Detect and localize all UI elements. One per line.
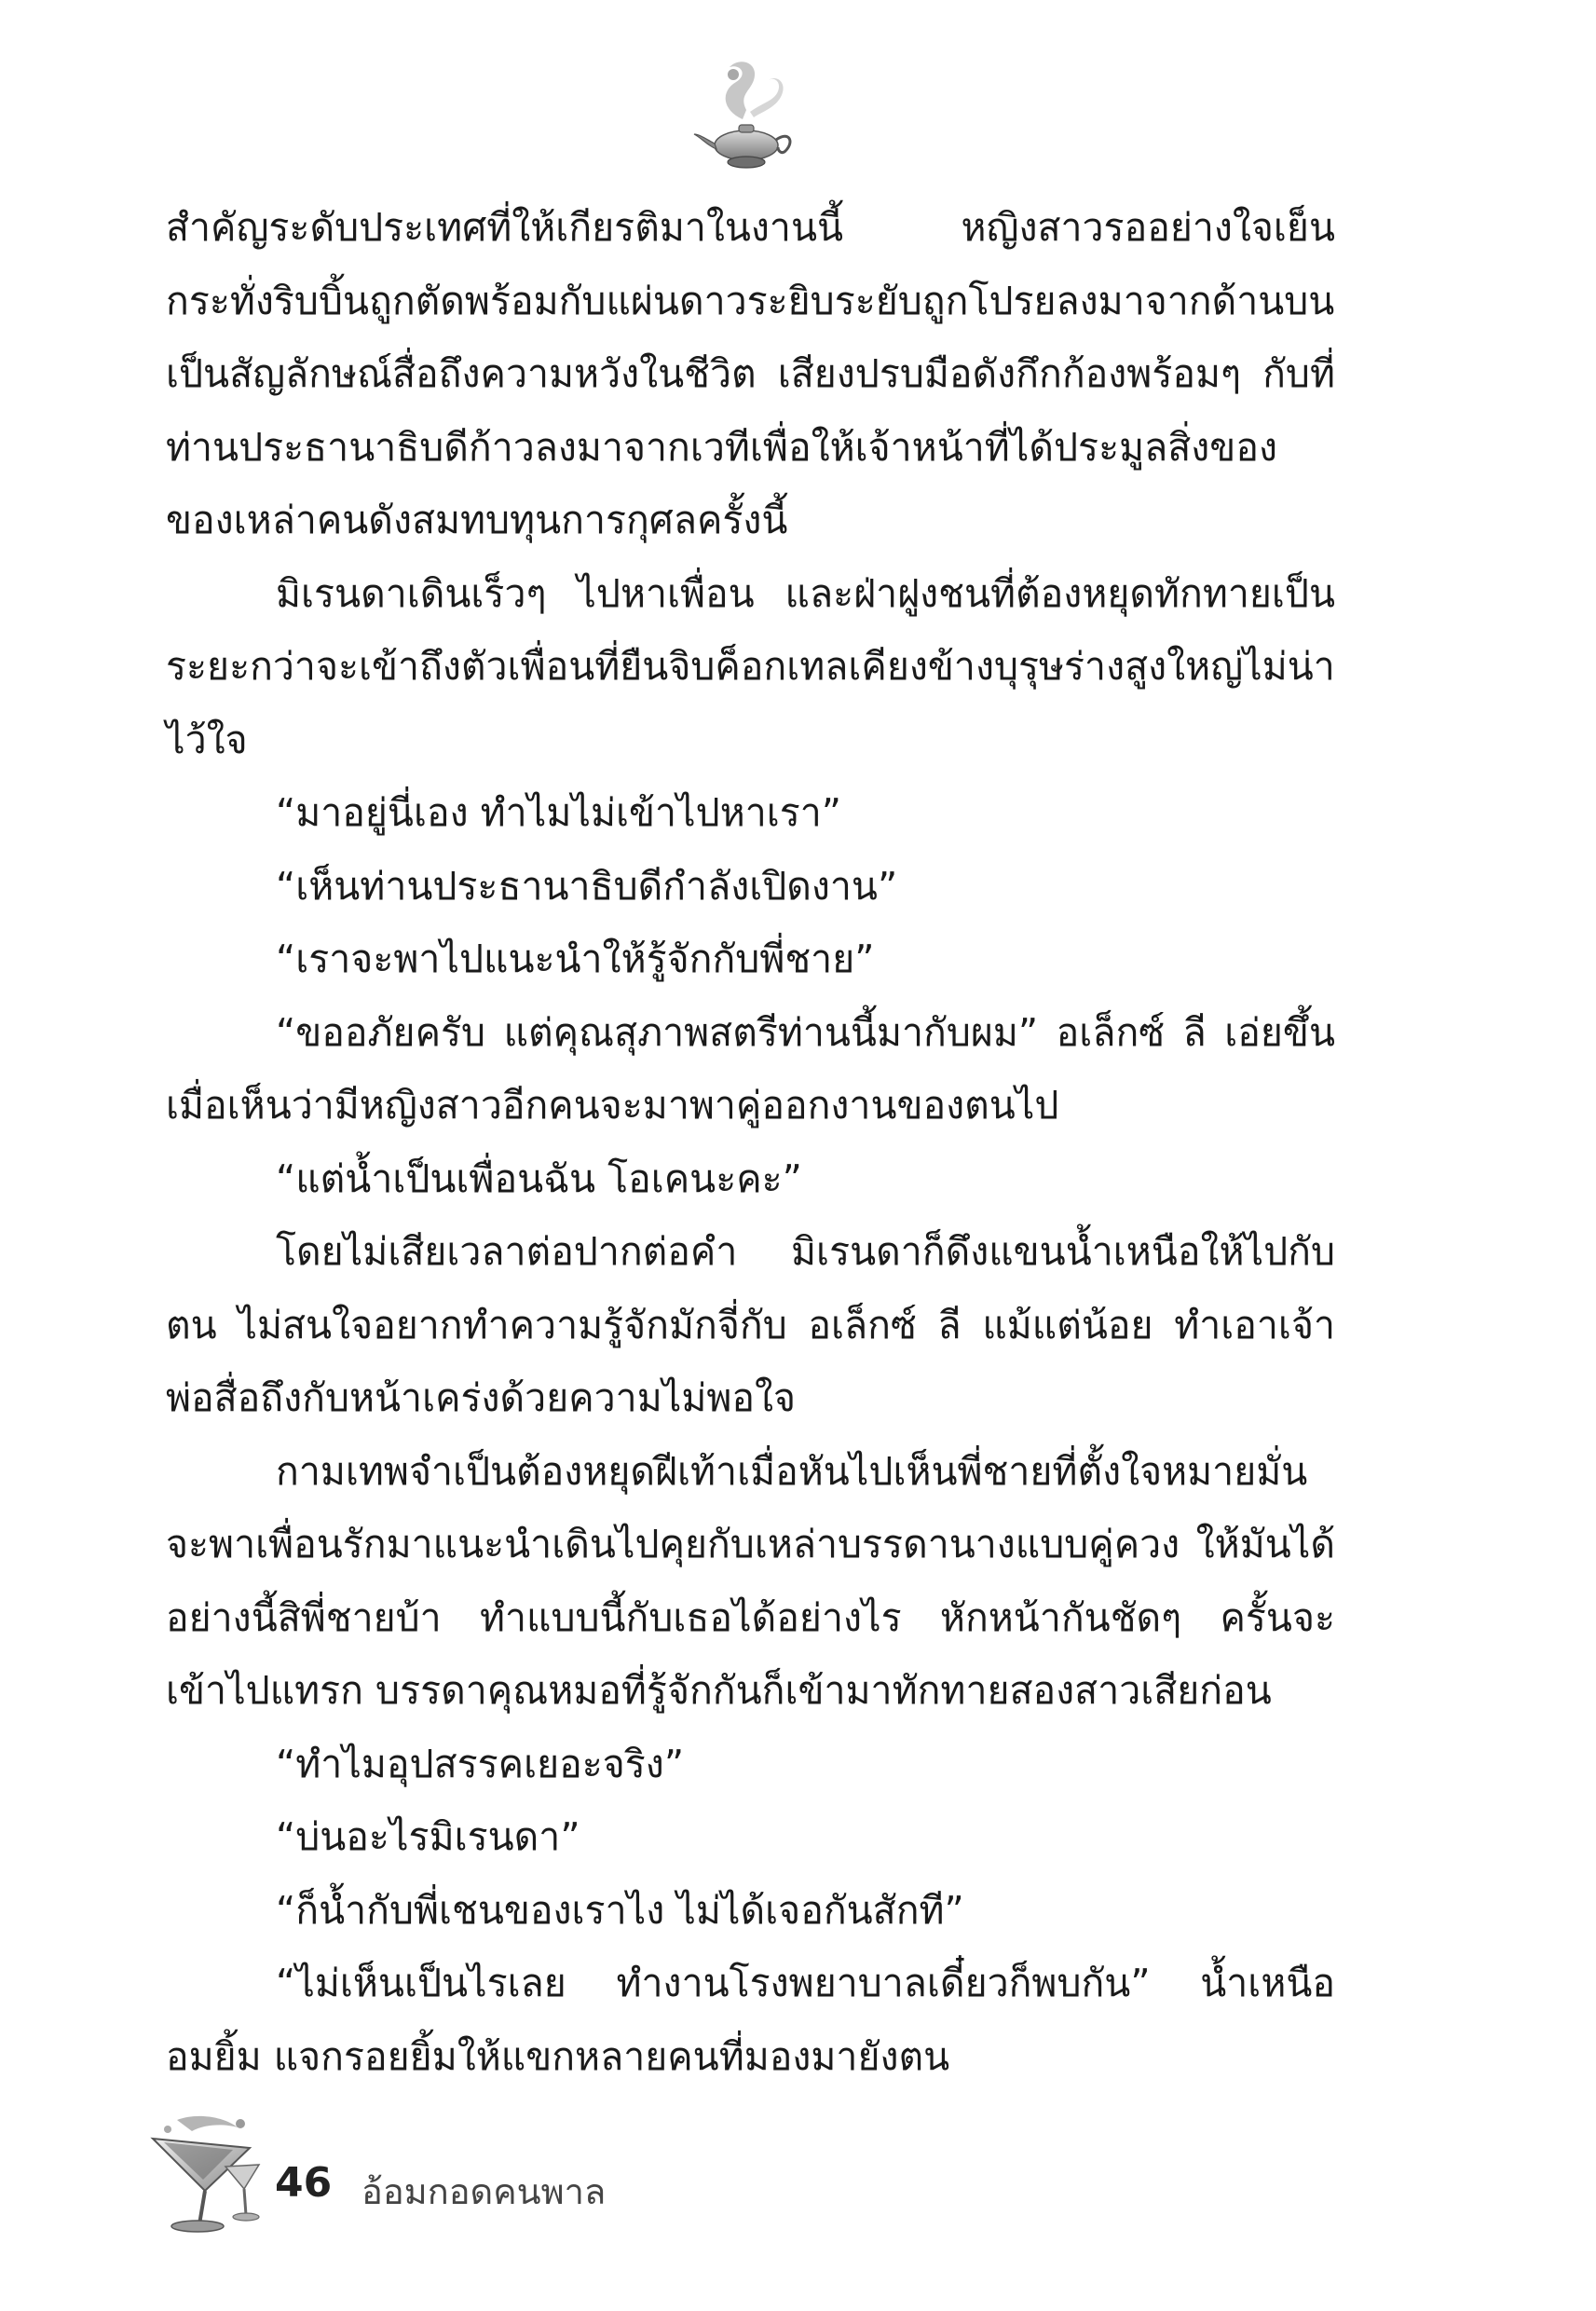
paragraph: “ไม่เห็นเป็นไรเลย ทำงานโรงพยาบาลเดี๋ยวก็พบกัน” น้ำเหนืออมยิ้ม แจกรอยยิ้มให้แขกหลายคนที่มองมายังตน bbox=[166, 1961, 1335, 2079]
page-number: 46 bbox=[275, 2159, 333, 2207]
paragraph: กามเทพจำเป็นต้องหยุดฝีเท้าเมื่อหันไปเห็นพี่ชายที่ตั้งใจหมายมั่นจะพาเพื่อนรักมาแนะนำเดินไปคุยกับเหล่าบรรดานางแบบคู่ควง ให้มันได้อย่างนี้สิพี่ชายบ้า ทำแบบนี้กับเธอได้อย่างไร หักหน้ากันชัดๆ ครั้นจะเข้าไปแทรก บรรดาคุณหมอที่รู้จักกันก็เข้ามาทักทายสองสาวเสียก่อน bbox=[166, 1448, 1335, 1713]
paragraph: “บ่นอะไรมิเรนดา” bbox=[276, 1814, 580, 1859]
paragraph: “เห็นท่านประธานาธิบดีกำลังเปิดงาน” bbox=[276, 863, 898, 909]
paragraph: “มาอยู่นี่เอง ทำไมไม่เข้าไปหาเรา” bbox=[276, 790, 842, 835]
paragraph: มิเรนดาเดินเร็วๆ ไปหาเพื่อน และฝ่าฝูงชนที่ต้องหยุดทักทายเป็นระยะกว่าจะเข้าถึงตัวเพื่อนที่ยืนจิบค็อกเทลเคียงข้างบุรุษร่างสูงใหญ่ไม่น่าไว้ใจ bbox=[166, 570, 1335, 762]
page-footer bbox=[140, 2111, 885, 2250]
paragraph: โดยไม่เสียเวลาต่อปากต่อคำ มิเรนดาก็ดึงแขนน้ำเหนือให้ไปกับตน ไม่สนใจอยากทำความรู้จักมักจี่กับ อเล็กซ์ ลี แม้แต่น้อย ทำเอาเจ้าพ่อสื่อถึงกับหน้าเคร่งด้วยความไม่พอใจ bbox=[166, 1229, 1335, 1420]
book-title: อ้อมกอดคนพาล bbox=[361, 2171, 607, 2212]
paragraph: สำคัญระดับประเทศที่ให้เกียรติมาในงานนี้ หญิงสาวรออย่างใจเย็น กระทั่งริบบิ้นถูกตัดพร้อมกับแผ่นดาวระยิบระยับถูกโปรยลงมาจากด้านบน เป็นสัญลักษณ์สื่อถึงความหวังในชีวิต เสียงปรบมือดังกึกก้องพร้อมๆ กับที่ท่านประธานาธิบดีก้าวลงมาจากเวทีเพื่อให้เจ้าหน้าที่ได้ประมูลสิ่งของของเหล่าคนดังสมทบทุนการกุศลครั้งนี้ bbox=[166, 205, 1335, 542]
paragraph: “ก็น้ำกับพี่เชนของเราไง ไม่ได้เจอกันสักที” bbox=[276, 1887, 964, 1933]
body-text bbox=[166, 191, 1335, 2093]
paragraph: “ทำไมอุปสรรคเยอะจริง” bbox=[276, 1741, 685, 1786]
paragraph: “เราจะพาไปแนะนำให้รู้จักกับพี่ชาย” bbox=[276, 937, 875, 981]
paragraph: “แต่น้ำเป็นเพื่อนฉัน โอเคนะคะ” bbox=[276, 1156, 802, 1201]
cocktail-glass-icon bbox=[140, 2111, 270, 2241]
paragraph: “ขออภัยครับ แต่คุณสุภาพสตรีท่านนี้มากับผม” อเล็กซ์ ลี เอ่ยขึ้นเมื่อเห็นว่ามีหญิงสาวอีกคนจะมาพาคู่ออกงานของตนไป bbox=[166, 1009, 1335, 1128]
genie-lamp-icon bbox=[685, 54, 806, 175]
